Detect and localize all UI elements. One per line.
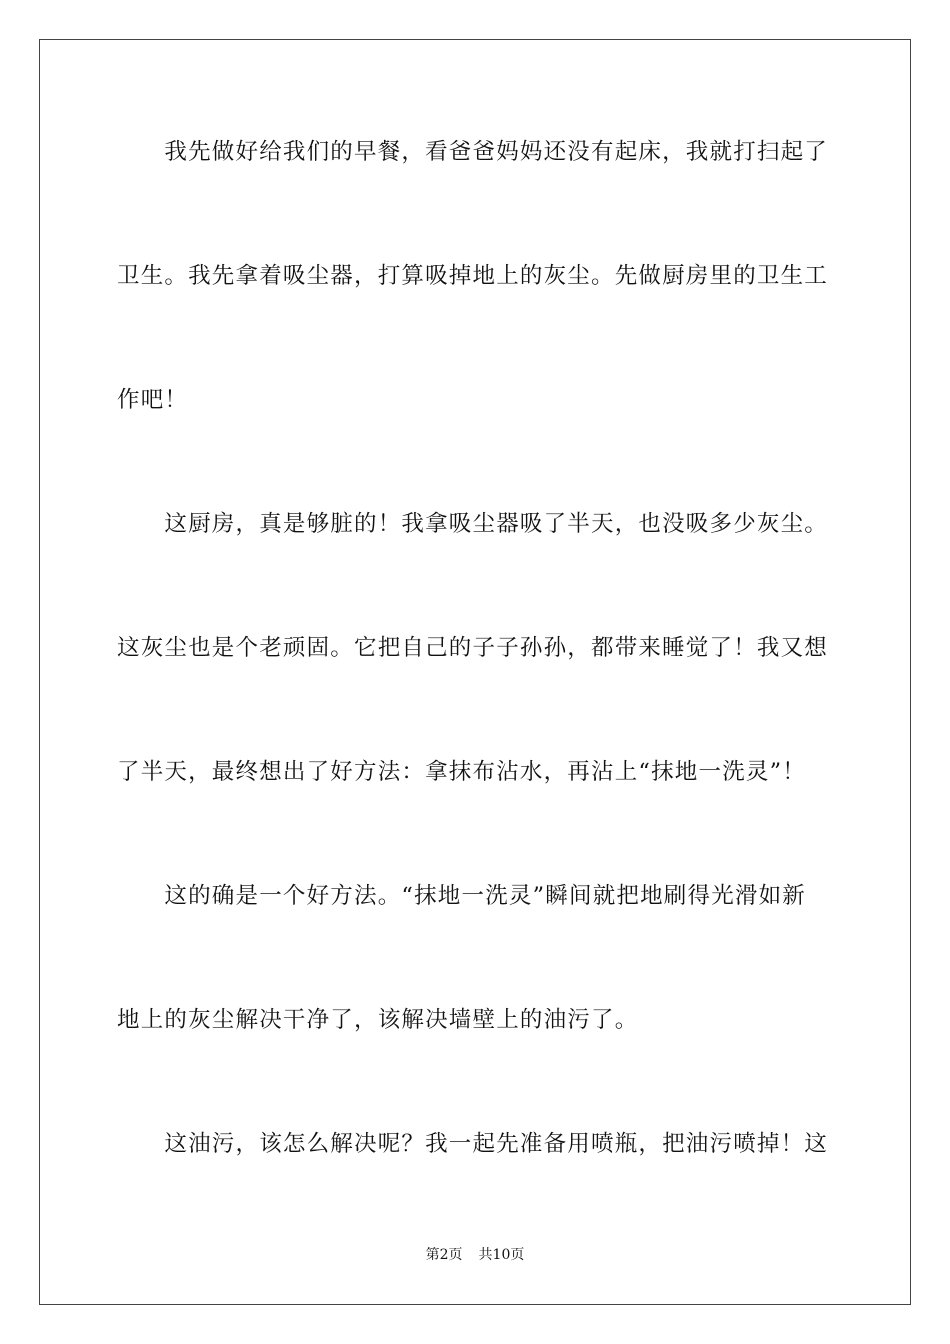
text-line-9: 这油污，该怎么解决呢？我一起先准备用喷瓶，把油污喷掉！这 [117, 1131, 829, 1157]
text-line-5: 这灰尘也是个老顽固。它把自己的子子孙孙，都带来睡觉了！我又想 [117, 635, 829, 661]
page-number: 第2页 [425, 1247, 463, 1263]
text-line-2: 卫生。我先拿着吸尘器，打算吸掉地上的灰尘。先做厨房里的卫生工 [117, 263, 829, 289]
text-line-7: 这的确是一个好方法。“抹地一洗灵”瞬间就把地刷得光滑如新 [117, 883, 807, 909]
text-line-1: 我先做好给我们的早餐，看爸爸妈妈还没有起床，我就打扫起了 [117, 139, 829, 165]
page-frame [39, 39, 911, 1305]
page-total: 共10页 [478, 1247, 525, 1263]
text-line-8: 地上的灰尘解决干净了，该解决墙壁上的油污了。 [117, 1007, 639, 1033]
page-footer [0, 1246, 950, 1264]
text-line-3: 作吧！ [117, 387, 189, 413]
text-line-4: 这厨房，真是够脏的！我拿吸尘器吸了半天，也没吸多少灰尘。 [117, 511, 829, 537]
text-line-6: 了半天，最终想出了好方法：拿抹布沾水，再沾上“抹地一洗灵”！ [117, 759, 807, 785]
